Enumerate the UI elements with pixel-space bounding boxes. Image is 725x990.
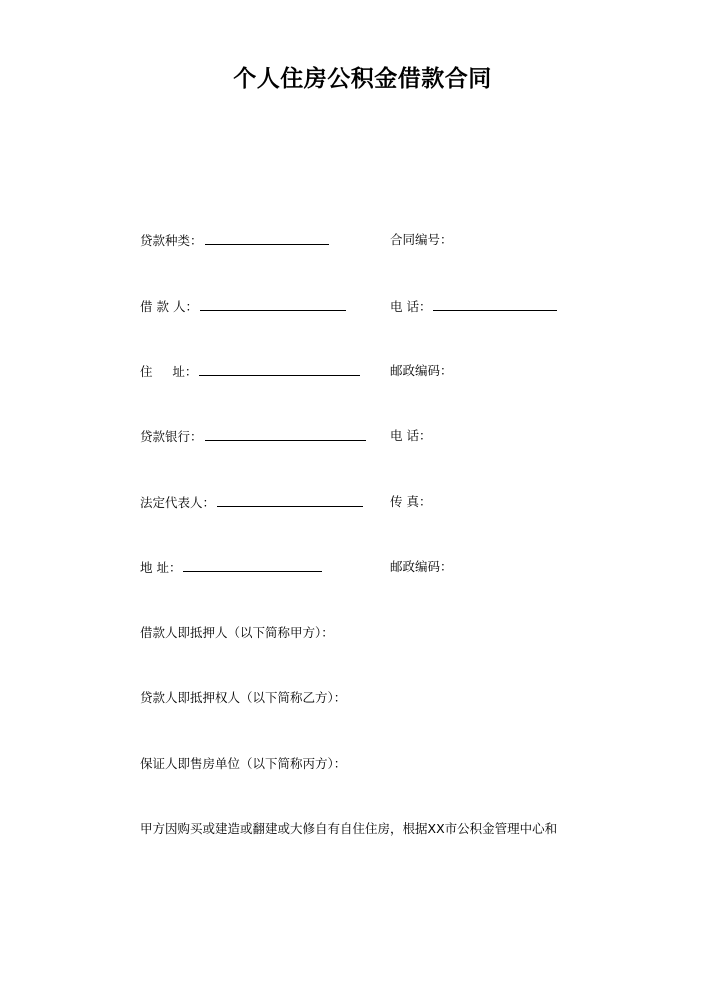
address-blank-2[interactable] [183,559,322,572]
phone-label-2: 电 话： [390,428,432,443]
fax-row [390,494,431,510]
legal-rep-label: 法定代表人： [140,495,216,510]
postal-code-label-2: 邮政编码： [390,559,453,574]
phone-blank-1[interactable] [433,298,557,311]
borrower-blank[interactable] [200,298,346,311]
lending-bank-blank[interactable] [205,428,366,441]
borrower-row [140,298,346,315]
loan-type-label: 贷款种类： [140,233,203,248]
body-paragraph: 甲方因购买或建造或翻建或大修自有自住住房，根据XX市公积金管理中心和 [140,821,558,836]
legal-rep-row [140,494,363,511]
address-label-1: 住 址： [140,364,198,379]
address-blank-1[interactable] [199,363,360,376]
address-label-2: 地 址： [140,560,182,575]
fax-label: 传 真： [390,494,432,509]
lending-bank-label: 贷款银行： [140,429,203,444]
loan-type-blank[interactable] [205,232,329,245]
party-b-line: 贷款人即抵押权人（以下简称乙方）： [140,690,347,705]
phone-row-1 [390,298,557,315]
address-row-1 [140,363,360,380]
postal-code-row-2 [390,559,453,575]
document-title: 个人住房公积金借款合同 [233,66,492,92]
party-c-line: 保证人即售房单位（以下简称丙方）： [140,756,347,771]
legal-rep-blank[interactable] [217,494,363,507]
address-row-2 [140,559,322,576]
phone-row-2 [390,428,431,444]
lending-bank-row [140,428,366,445]
loan-type-row [140,232,329,249]
phone-label-1: 电 话： [390,299,432,314]
postal-code-label-1: 邮政编码： [390,363,453,378]
party-a-line: 借款人即抵押人（以下简称甲方）： [140,625,334,640]
contract-no-row [390,232,453,248]
borrower-label: 借 款 人： [140,299,198,314]
postal-code-row-1 [390,363,453,379]
contract-no-label: 合同编号： [390,232,453,247]
